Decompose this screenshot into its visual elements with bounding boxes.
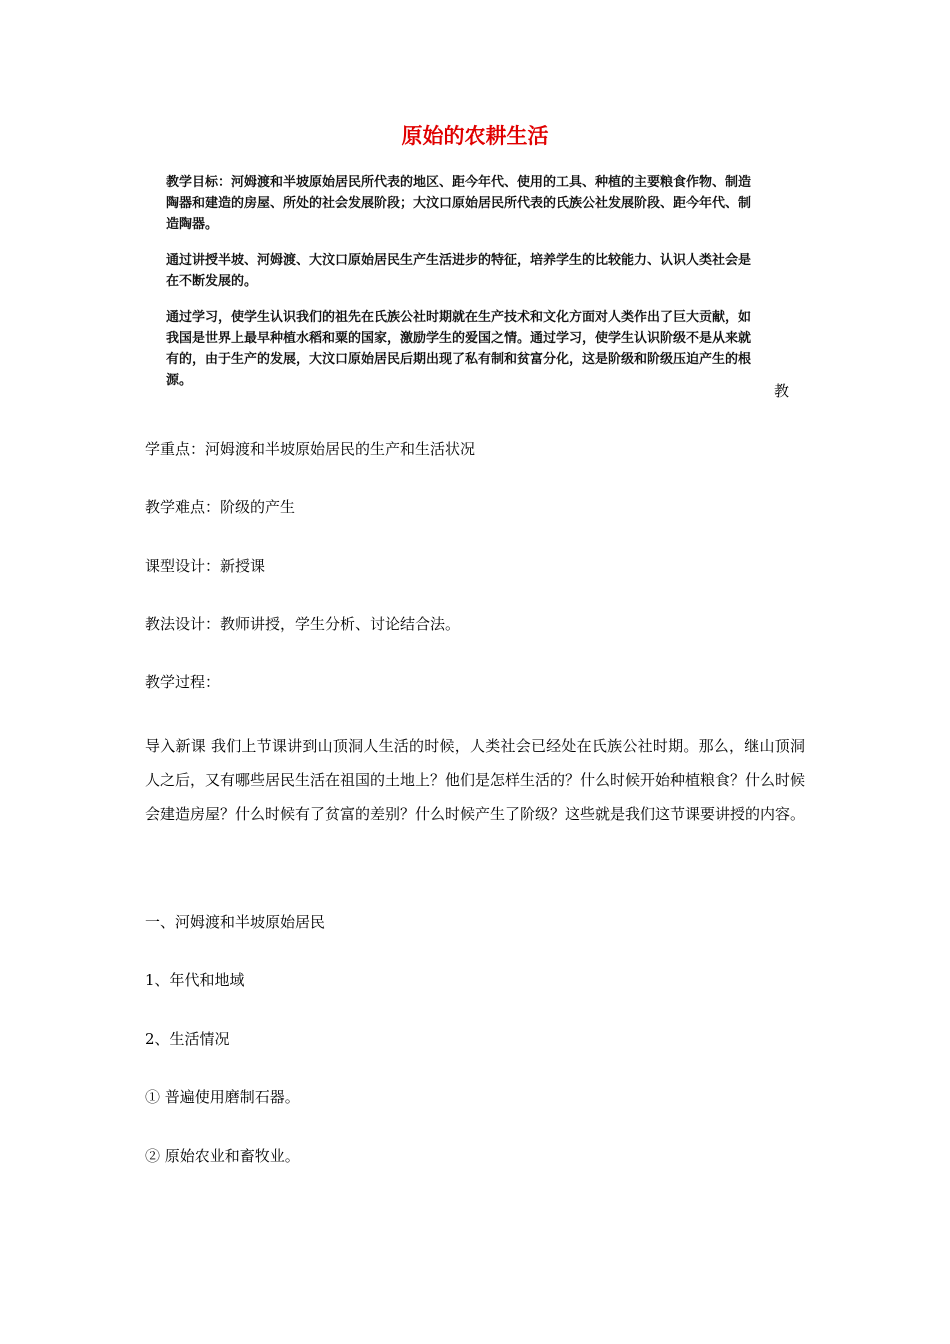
key-point-line: 学重点：河姆渡和半坡原始居民的生产和生活状况 <box>145 440 476 458</box>
sub-item-2: ② 原始农业和畜牧业。 <box>145 1147 300 1165</box>
sub-item-1: ① 普遍使用磨制石器。 <box>145 1088 300 1106</box>
process-heading: 教学过程： <box>145 673 221 691</box>
objectives-scanned-block <box>166 172 752 406</box>
section-heading-1: 一、河姆渡和半坡原始居民 <box>145 913 326 931</box>
objectives-paragraph-2: 通过讲授半坡、河姆渡、大汶口原始居民生产生活进步的特征，培养学生的比较能力、认识人类社会是在不断发展的。 <box>166 253 752 289</box>
difficulty-line: 教学难点：阶级的产生 <box>145 498 296 516</box>
objectives-paragraph-1: 教学目标：河姆渡和半坡原始居民所代表的地区、距今年代、使用的工具、种植的主要粮食作物、制造陶器和建造的房屋、所处的社会发展阶段；大汶口原始居民所代表的氏族公社发展阶段、距今年代、制造陶器。 <box>166 175 752 232</box>
intro-paragraph: 导入新课 我们上节课讲到山顶洞人生活的时候，人类社会已经处在氏族公社时期。那么，继山顶洞人之后，又有哪些居民生活在祖国的土地上？他们是怎样生活的？什么时候开始种植粮食？什么时候会建造房屋？什么时候有了贫富的差别？什么时候产生了阶级？这些就是我们这节课要讲授的内容。 <box>145 737 806 823</box>
lesson-type-line: 课型设计：新授课 <box>145 557 266 575</box>
list-item-2: 2、生活情况 <box>145 1030 230 1048</box>
jiao-character: 教 <box>774 382 790 400</box>
method-line: 教法设计：教师讲授，学生分析、讨论结合法。 <box>145 615 461 633</box>
list-item-1: 1、年代和地域 <box>145 971 245 989</box>
objectives-paragraph-3: 通过学习，使学生认识我们的祖先在氏族公社时期就在生产技术和文化方面对人类作出了巨大贡献，如我国是世界上最早种植水稻和粟的国家，激励学生的爱国之情。通过学习，使学生认识阶级不是从来就有的，由于生产的发展，大汶口原始居民后期出现了私有制和贫富分化，这是阶级和阶级压迫产生的根源。 <box>166 310 752 388</box>
document-title: 原始的农耕生活 <box>401 124 549 148</box>
